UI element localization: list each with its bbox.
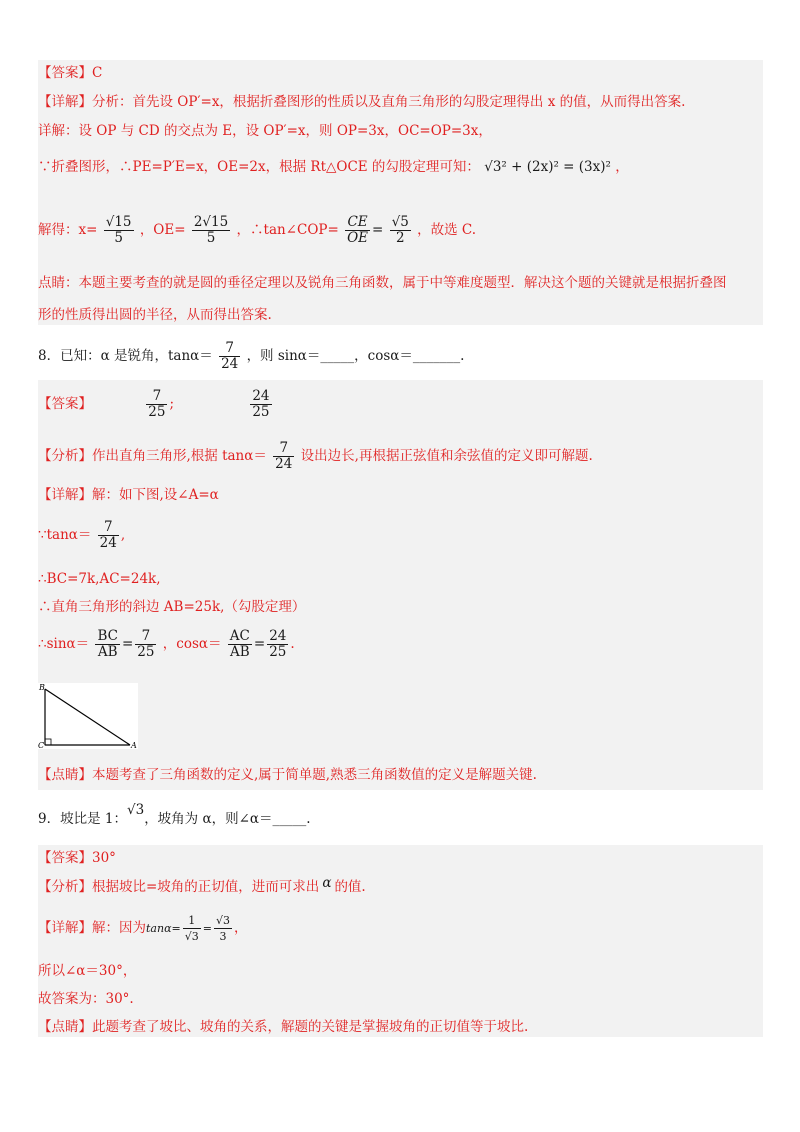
- sin-frac-2: [135, 629, 156, 660]
- q8-num: 7: [219, 341, 240, 357]
- ans2-fraction: [250, 389, 271, 420]
- answer-value: 30°: [92, 850, 116, 866]
- q8-detail-line5: ∴sinα＝ $\frac{BC}{AB}$ = $\frac{7}{25}$ ，cosα＝ $\frac{AC}{AB}$ = $\frac{24}{25}$ .: [38, 628, 295, 660]
- q8-suffix: ，则 sinα＝_____，cosα＝_______.: [246, 348, 465, 364]
- q8-detail-line2: [38, 515, 125, 555]
- comment-text: 此题考查了坡比、坡角的关系，解题的关键是掌握坡角的正切值等于坡比.: [92, 1019, 529, 1035]
- analysis-suffix: 的值.: [334, 879, 366, 895]
- tan-fraction-1: [345, 215, 370, 246]
- sin-frac-1: [95, 629, 120, 660]
- ans2-num: 24: [252, 388, 270, 404]
- q8-den: 24: [221, 356, 239, 372]
- q7-detail-line2: 详解：设 OP 与 CD 的交点为 E，设 OP′=x，则 OP=3x，OC=OP=3x，: [38, 123, 492, 139]
- q9-detail-line1: 【详解】解：因为tanα= $\frac{1}{√3}$ = $\frac{√3}{3}$ ，: [38, 914, 248, 943]
- x-num: √15: [105, 214, 132, 230]
- vertex-c-label: C: [38, 741, 45, 749]
- pythagoras-formula: [484, 159, 615, 175]
- q8-detail-line3: ∴BC=7k,AC=24k,: [38, 571, 161, 587]
- answer-value: C: [92, 65, 103, 81]
- sin-den2: 25: [137, 644, 155, 660]
- detail-tag: 【详解】: [38, 94, 92, 110]
- cos-num2: 24: [269, 628, 287, 644]
- detail-line5-end: .: [290, 636, 295, 652]
- x-den: 5: [114, 230, 123, 246]
- detail-tag: 【详解】: [38, 920, 92, 936]
- triangle-figure: [38, 683, 138, 749]
- q9-num1: 1: [183, 913, 201, 929]
- q7-detail-line3: [38, 158, 629, 176]
- q9-num2: √3: [215, 914, 230, 927]
- q8-comment-line: [38, 766, 537, 784]
- q9-suffix: ，坡角为 α，则∠α＝_____.: [144, 811, 311, 827]
- tan-fraction-2: [390, 215, 411, 246]
- tan-num2: √5: [391, 214, 409, 230]
- q8-answer-line: [38, 384, 274, 424]
- detail-analysis-text: 分析：首先设 OP′=x，根据折叠图形的性质以及直角三角形的勾股定理得出 x 的值，从而得出答案.: [92, 94, 686, 110]
- q7-comment-line2: 形的性质得出圆的半径，从而得出答案.: [38, 307, 272, 323]
- sin-den1: AB: [97, 644, 118, 660]
- detail-line2-den: 24: [99, 535, 117, 551]
- vertex-a-label: A: [131, 741, 137, 749]
- oe-num: 2√15: [193, 214, 229, 230]
- q9-detail-line2: 所以∠α＝30°，: [38, 963, 137, 979]
- analysis-tag: 【分析】: [38, 879, 92, 895]
- ans1-den: 25: [148, 404, 166, 420]
- detail-line2-prefix: ∵tanα＝: [38, 527, 92, 543]
- comment-text: 本题考查了三角函数的定义,属于简单题,熟悉三角函数值的定义是解题关键.: [92, 767, 537, 783]
- q9-answer-line: [38, 849, 116, 867]
- cos-den1: AB: [230, 644, 250, 660]
- q9-detail-line3: 故答案为：30°.: [38, 991, 134, 1007]
- sin-num2: 7: [135, 629, 156, 645]
- sin-prefix: ∴sinα＝: [38, 636, 90, 652]
- line3-text: ∵折叠图形，∴PE=P′E=x，OE=2x，根据 Rt△OCE 的勾股定理可知：: [38, 159, 480, 175]
- solve-prefix: 解得：x=: [38, 222, 98, 238]
- q8-question: [38, 336, 464, 376]
- vertex-b-label: B: [39, 683, 45, 692]
- tan-num1: CE: [345, 215, 370, 231]
- analysis-fraction: [273, 441, 294, 472]
- sqrt3-term: √3: [484, 159, 502, 175]
- q9-sqrt: √3: [126, 802, 145, 818]
- solve-end: ，故选 C.: [417, 222, 477, 238]
- tan-den2: 2: [395, 230, 405, 246]
- answer-tag: 【答案】: [38, 65, 92, 81]
- q8-detail-line1: [38, 486, 219, 504]
- analysis-suffix: 设出边长,再根据正弦值和余弦值的定义即可解题.: [300, 448, 593, 464]
- q9-frac-2: [214, 913, 232, 944]
- right-triangle-diagram: [38, 683, 138, 749]
- comment-tag: 【点睛】: [38, 1019, 92, 1035]
- detail-end: ，: [233, 920, 248, 936]
- cos-den2: 25: [269, 644, 287, 660]
- detail-tag: 【详解】: [38, 487, 92, 503]
- detail-line2-num: 7: [98, 520, 119, 536]
- analysis-prefix: 作出直角三角形,根据 tanα＝: [92, 448, 267, 464]
- sin-num1: BC: [97, 628, 118, 644]
- line3-end: ，: [615, 159, 629, 175]
- analysis-den: 24: [275, 456, 293, 472]
- answer-tag: 【答案】: [38, 396, 92, 412]
- comment-tag: 【点睛】: [38, 767, 92, 783]
- q9-analysis-line: [38, 875, 366, 896]
- q8-prefix: 8．已知：α 是锐角，tanα＝: [38, 348, 213, 364]
- detail-line2-end: ,: [120, 527, 126, 543]
- q9-comment-line: [38, 1018, 528, 1036]
- formula-rest: ² + (2x)² = (3x)²: [501, 159, 611, 175]
- q9-den2: 3: [219, 930, 227, 943]
- cos-num1: AC: [229, 628, 250, 644]
- detail-line1-text: 解：如下图,设∠A=α: [92, 487, 219, 503]
- ans2-den: 25: [252, 404, 270, 420]
- q9-den1: √3: [184, 930, 199, 943]
- oe-den: 5: [206, 230, 216, 246]
- oe-prefix: ，OE=: [139, 222, 186, 238]
- ans1-fraction: [146, 389, 167, 420]
- q9-question: [38, 802, 311, 832]
- alpha-symbol: α: [322, 875, 332, 891]
- detail-prefix: 解：因为: [92, 920, 146, 936]
- ans1-num: 7: [146, 389, 167, 405]
- cos-prefix: ，cosα＝: [162, 636, 222, 652]
- q7-answer-line: [38, 64, 102, 82]
- q7-comment-line1: 点睛：本题主要考查的就是圆的垂径定理以及锐角三角函数，属于中等难度题型．解决这个题的关键就是根据折叠图: [38, 275, 727, 291]
- answer-tag: 【答案】: [38, 850, 92, 866]
- q7-solve-line: 解得：x= $\frac{√15}{5}$ ，OE= $\frac{2√15}{5}$ ，∴tan∠COP= $\frac{CE}{OE}$ = $\frac{√5}{2}$ ，故选 C.: [38, 214, 477, 246]
- detail-line2-fraction: [98, 520, 119, 551]
- analysis-tag: 【分析】: [38, 448, 92, 464]
- ans-sep: ;: [169, 396, 175, 412]
- q8-fraction: [219, 341, 240, 372]
- tan-alpha-label: tanα=: [146, 922, 181, 935]
- q9-prefix: 9．坡比是 1：: [38, 811, 127, 827]
- x-fraction: [104, 215, 134, 246]
- q8-analysis-line: [38, 436, 593, 476]
- q7-detail-analysis: [38, 93, 685, 111]
- analysis-num: 7: [273, 441, 294, 457]
- analysis-prefix: 根据坡比=坡角的正切值，进而可求出: [92, 879, 320, 895]
- cos-frac-1: [228, 629, 252, 660]
- q9-frac-1: [183, 913, 201, 944]
- tan-den1: OE: [347, 230, 369, 246]
- tan-prefix: ，∴tan∠COP=: [236, 222, 339, 238]
- oe-fraction: [192, 215, 230, 246]
- cos-frac-2: [267, 629, 288, 660]
- q8-detail-line4: ∴直角三角形的斜边 AB=25k,（勾股定理）: [38, 599, 306, 615]
